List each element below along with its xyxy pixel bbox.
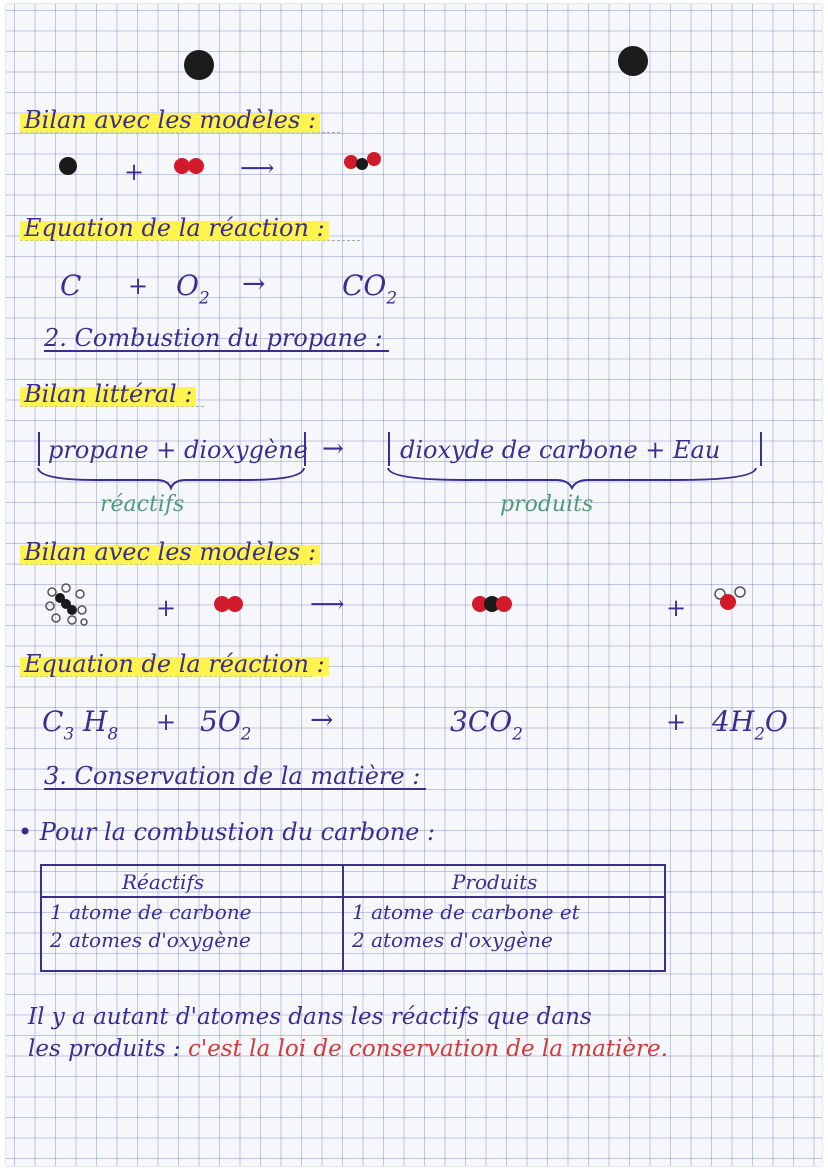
table-reactants-line-1: 1 atome de carbone [50, 900, 252, 924]
conclusion-line-2: les produits : c'est la loi de conservation de la matière. [28, 1036, 668, 1062]
section1-models-title: Bilan avec les modèles : [20, 108, 340, 133]
conclusion-line-1: Il y a autant d'atomes dans les réactifs que dans [28, 1004, 592, 1030]
binder-hole-right [618, 46, 648, 76]
plus-sign: + [124, 158, 145, 186]
dioxygen-molecule-model-2 [212, 592, 252, 622]
notebook-page [6, 4, 822, 1166]
models-arrow: ⟶ [310, 590, 345, 618]
equation-plus: + [128, 272, 149, 300]
carbon-dioxide-molecule-model-2 [470, 590, 520, 620]
table-products-line-1: 1 atome de carbone et [352, 900, 580, 924]
section1-equation-title: Equation de la réaction : [20, 216, 360, 241]
carbon-dioxide-molecule-model [342, 148, 392, 178]
section2-literal-title: Bilan littéral : [20, 382, 204, 407]
dioxygen-molecule-model [172, 154, 212, 184]
equation-carbon-dioxide: $CO_2$ [342, 269, 398, 308]
carbon-atom-model [56, 154, 86, 184]
section3-heading: 3. Conservation de la matière : [44, 764, 426, 790]
propane-molecule-model [44, 584, 88, 624]
models-plus-1: + [156, 594, 177, 622]
section2-heading: 2. Combustion du propane : [44, 326, 389, 352]
equation2-carbon-dioxide: $3CO_2$ [450, 705, 523, 744]
section3-bullet: • Pour la combustion du carbone : [18, 818, 436, 846]
equation2-plus-2: + [666, 708, 687, 736]
section2-models-title: Bilan avec les modèles : [20, 540, 312, 565]
equation-arrow: → [242, 267, 266, 300]
products-label: produits [500, 492, 594, 517]
propane-formula: $C_3$ $H_8$ [42, 705, 119, 744]
reactants-label: réactifs [100, 492, 185, 517]
literal-products: dioxyde de carbone + Eau [400, 436, 721, 464]
table-reactants-line-2: 2 atomes d'oxygène [50, 928, 251, 952]
equation2-plus-1: + [156, 708, 177, 736]
literal-reactants: propane + dioxygène [48, 436, 308, 464]
equation-dioxygen: $O_2$ [176, 269, 210, 308]
products-brace [386, 466, 758, 490]
models-plus-2: + [666, 594, 687, 622]
equation2-dioxygen: $5O_2$ [200, 705, 252, 744]
reaction-arrow: ⟶ [240, 154, 275, 182]
equation2-arrow: → [310, 703, 334, 736]
table-header-reactants: Réactifs [122, 870, 205, 894]
water-molecule-model [712, 584, 752, 618]
reactants-brace [36, 466, 306, 490]
table-products-line-2: 2 atomes d'oxygène [352, 928, 553, 952]
table-header-products: Produits [452, 870, 538, 894]
equation-carbon: C [60, 269, 82, 302]
binder-hole-left [184, 50, 214, 80]
atoms-table [40, 864, 666, 972]
section2-equation-title: Equation de la réaction : [20, 652, 312, 677]
literal-arrow: → [322, 434, 344, 464]
conservation-law-statement: c'est la loi de conservation de la matière. [187, 1036, 668, 1062]
equation2-water: $4H_2O$ [712, 705, 788, 744]
